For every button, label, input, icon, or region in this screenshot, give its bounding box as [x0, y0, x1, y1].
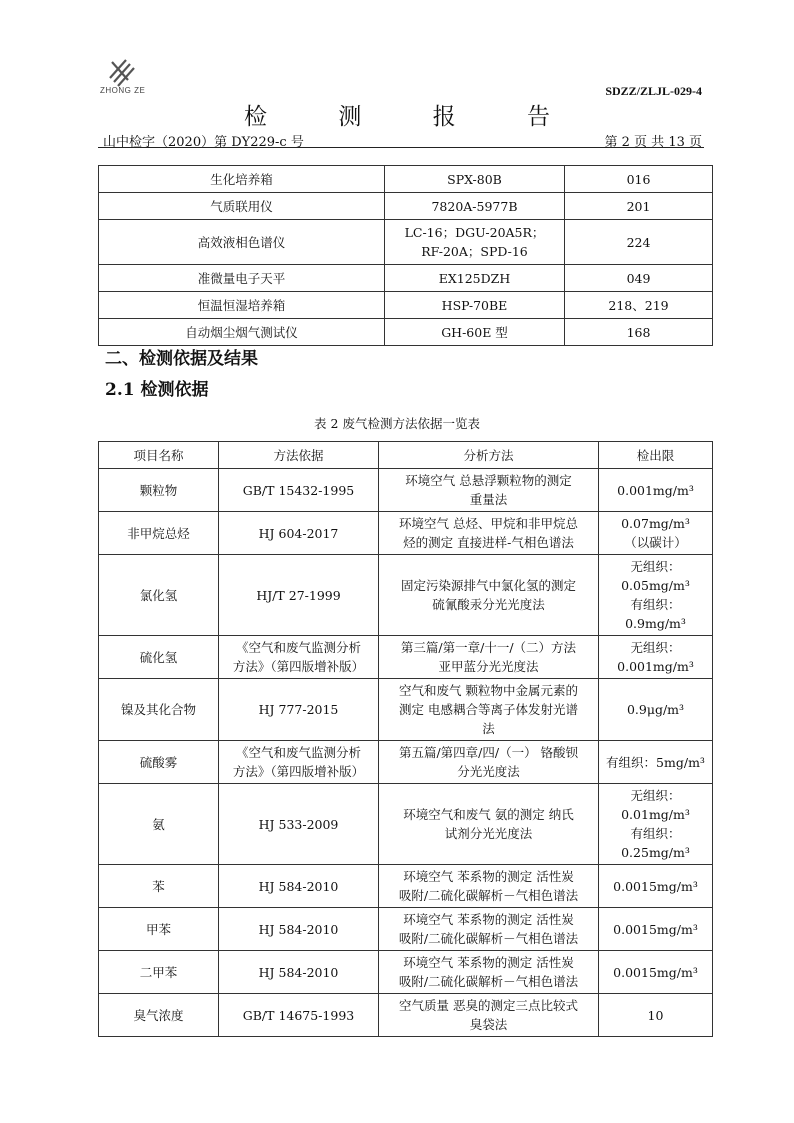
page-title: 检 测 报 告 [244, 104, 582, 130]
equipment-model-cell: EX125DZH [385, 265, 565, 292]
equipment-id-cell: 218、219 [565, 292, 713, 319]
detection-limit-line: 0.07mg/m³ [621, 516, 690, 531]
method-basis-cell: HJ 777-2015 [219, 679, 379, 741]
detection-limit-line: 0.001mg/m³ [617, 482, 694, 498]
equipment-table [98, 165, 713, 346]
detection-limit-cell [599, 994, 713, 1037]
equipment-name-cell: 生化培养箱 [99, 166, 385, 193]
analysis-method-cell: 第五篇/第四章/四/（一） 铬酸钡 分光光度法 [379, 741, 599, 784]
analysis-method-cell: 环境空气 苯系物的测定 活性炭 吸附/二硫化碳解析－气相色谱法 [379, 908, 599, 951]
detection-limit-cell [599, 636, 713, 679]
table-row [99, 292, 713, 319]
method-basis-cell: 《空气和废气监测分析 方法》（第四版增补版） [219, 741, 379, 784]
method-table [98, 441, 713, 1037]
column-header: 项目名称 [99, 442, 219, 469]
table-row [99, 512, 713, 555]
equipment-model-cell: LC-16；DGU-20A5R； RF-20A；SPD-16 [385, 220, 565, 265]
table-row [99, 951, 713, 994]
method-basis-cell: HJ 584-2010 [219, 865, 379, 908]
detection-limit-line: 无组织： [630, 559, 681, 574]
logo-text: ZHONG ZE [100, 86, 146, 95]
detection-limit-line: 0.001mg/m³ [617, 659, 694, 674]
method-basis-cell: HJ 533-2009 [219, 784, 379, 865]
detection-limit-line: 有组织：5mg/m³ [606, 754, 705, 770]
detection-limit-cell [599, 679, 713, 741]
subsection-heading: 2.1 检测依据 [105, 380, 209, 400]
table-row [99, 265, 713, 292]
detection-limit-line: 0.0015mg/m³ [613, 921, 698, 937]
table-row [99, 319, 713, 346]
item-name-cell: 氨 [99, 784, 219, 865]
method-basis-cell: GB/T 14675-1993 [219, 994, 379, 1037]
table-row [99, 679, 713, 741]
method-basis-cell: HJ 584-2010 [219, 908, 379, 951]
detection-limit-line: 10 [647, 1007, 664, 1023]
document-code: SDZZ/ZLJL-029-4 [605, 84, 702, 98]
detection-limit-line: 0.0015mg/m³ [613, 964, 698, 980]
analysis-method-cell: 固定污染源排气中氯化氢的测定 硫氰酸汞分光光度法 [379, 555, 599, 636]
table-row [99, 994, 713, 1037]
equipment-name-cell: 恒温恒湿培养箱 [99, 292, 385, 319]
analysis-method-cell: 环境空气 总悬浮颗粒物的测定 重量法 [379, 469, 599, 512]
detection-limit-cell [599, 512, 713, 555]
table-row [99, 193, 713, 220]
detection-limit-cell [599, 865, 713, 908]
item-name-cell: 甲苯 [99, 908, 219, 951]
analysis-method-cell: 第三篇/第一章/十一/（二）方法 亚甲蓝分光光度法 [379, 636, 599, 679]
method-table-body [99, 469, 713, 1037]
table-header-row [99, 442, 713, 469]
equipment-id-cell: 049 [565, 265, 713, 292]
analysis-method-cell: 环境空气 苯系物的测定 活性炭 吸附/二硫化碳解析－气相色谱法 [379, 951, 599, 994]
analysis-method-cell: 环境空气 总烃、甲烷和非甲烷总 烃的测定 直接进样-气相色谱法 [379, 512, 599, 555]
table-row [99, 908, 713, 951]
item-name-cell: 硫化氢 [99, 636, 219, 679]
detection-limit-line: 0.9mg/m³ [625, 616, 686, 631]
item-name-cell: 苯 [99, 865, 219, 908]
analysis-method-cell: 环境空气 苯系物的测定 活性炭 吸附/二硫化碳解析－气相色谱法 [379, 865, 599, 908]
table-row [99, 636, 713, 679]
equipment-model-cell: HSP-70BE [385, 292, 565, 319]
column-header: 分析方法 [379, 442, 599, 469]
table-row [99, 865, 713, 908]
detection-limit-cell [599, 555, 713, 636]
column-header: 检出限 [599, 442, 713, 469]
equipment-name-cell: 气质联用仪 [99, 193, 385, 220]
detection-limit-line: 0.25mg/m³ [621, 845, 690, 860]
report-reference: 山中检字（2020）第 DY229-c 号 [103, 135, 304, 150]
analysis-method-cell: 空气质量 恶臭的测定三点比较式 臭袋法 [379, 994, 599, 1037]
detection-limit-line: 无组织： [630, 788, 681, 803]
page-number: 第 2 页 共 13 页 [604, 135, 702, 150]
item-name-cell: 镍及其化合物 [99, 679, 219, 741]
detection-limit-cell [599, 784, 713, 865]
table-row [99, 784, 713, 865]
detection-limit-line: 0.05mg/m³ [621, 578, 690, 593]
detection-limit-line: 有组织： [630, 597, 681, 612]
equipment-id-cell: 168 [565, 319, 713, 346]
header-divider [98, 147, 704, 148]
table-row [99, 555, 713, 636]
table-caption: 表 2 废气检测方法依据一览表 [314, 416, 480, 431]
table-row [99, 166, 713, 193]
equipment-id-cell: 224 [565, 220, 713, 265]
detection-limit-line: 无组织： [630, 640, 681, 655]
item-name-cell: 颗粒物 [99, 469, 219, 512]
detection-limit-cell [599, 741, 713, 784]
detection-limit-cell [599, 908, 713, 951]
section-heading: 二、检测依据及结果 [105, 349, 258, 369]
table-row [99, 469, 713, 512]
item-name-cell: 非甲烷总烃 [99, 512, 219, 555]
item-name-cell: 臭气浓度 [99, 994, 219, 1037]
equipment-model-cell: 7820A-5977B [385, 193, 565, 220]
equipment-model-cell: SPX-80B [385, 166, 565, 193]
detection-limit-line: 0.01mg/m³ [621, 807, 690, 822]
item-name-cell: 硫酸雾 [99, 741, 219, 784]
method-basis-cell: HJ 584-2010 [219, 951, 379, 994]
equipment-model-cell: GH-60E 型 [385, 319, 565, 346]
analysis-method-cell: 空气和废气 颗粒物中金属元素的 测定 电感耦合等离子体发射光谱 法 [379, 679, 599, 741]
equipment-table-body [99, 166, 713, 346]
table-row [99, 741, 713, 784]
equipment-name-cell: 高效液相色谱仪 [99, 220, 385, 265]
equipment-id-cell: 016 [565, 166, 713, 193]
equipment-name-cell: 准微量电子天平 [99, 265, 385, 292]
analysis-method-cell: 环境空气和废气 氨的测定 纳氏 试剂分光光度法 [379, 784, 599, 865]
detection-limit-line: 0.0015mg/m³ [613, 878, 698, 894]
item-name-cell: 二甲苯 [99, 951, 219, 994]
equipment-id-cell: 201 [565, 193, 713, 220]
detection-limit-line: （以碳计） [624, 535, 687, 550]
table-row [99, 220, 713, 265]
detection-limit-cell [599, 469, 713, 512]
method-basis-cell: HJ/T 27-1999 [219, 555, 379, 636]
detection-limit-line: 0.9μg/m³ [626, 702, 685, 717]
equipment-name-cell: 自动烟尘烟气测试仪 [99, 319, 385, 346]
detection-limit-line: 有组织： [630, 826, 681, 841]
detection-limit-cell [599, 951, 713, 994]
method-basis-cell: GB/T 15432-1995 [219, 469, 379, 512]
column-header: 方法依据 [219, 442, 379, 469]
method-basis-cell: HJ 604-2017 [219, 512, 379, 555]
item-name-cell: 氯化氢 [99, 555, 219, 636]
method-basis-cell: 《空气和废气监测分析 方法》（第四版增补版） [219, 636, 379, 679]
